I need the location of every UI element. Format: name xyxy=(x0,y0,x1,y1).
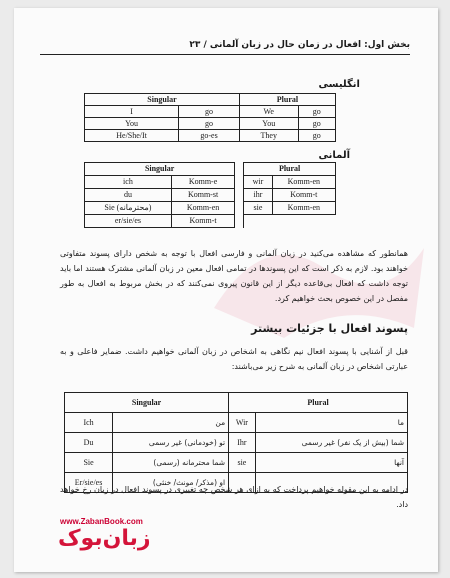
table-cell: You xyxy=(85,118,179,130)
table-cell: They xyxy=(239,130,298,142)
publisher-logo: زبان‌بوک xyxy=(58,526,151,551)
table-cell: Komm-e xyxy=(171,176,234,189)
table-cell: Ihr xyxy=(229,433,256,453)
german-label: آلمانی xyxy=(318,150,350,161)
table-row xyxy=(85,130,336,142)
table-cell: آنها xyxy=(255,453,407,473)
table-cell: Komm-en xyxy=(272,176,335,189)
table-row xyxy=(85,176,336,189)
table-cell: du xyxy=(85,189,172,202)
table-cell: شما (بیش از یک نفر) غیر رسمی xyxy=(255,433,407,453)
table-cell: ihr xyxy=(244,189,272,202)
table-cell: او (مذکر/ مونث/ خنثی) xyxy=(113,473,229,493)
section-heading: پسوند افعال با جزئیات بیشتر xyxy=(251,322,408,335)
paragraph-intro: همانطور که مشاهده می‌کنید در زبان آلمانی و فارسی افعال با توجه به شخص دارای پسوند متفاوتی خواهند بود. لازم به ذکر است که این پسوندها در تمامی افعال معین در زبان آلمانی مشترک هستند اما باید توجه داشت که افعال بی‌قاعده دیگر از این قانون پیروی نمی‌کنند که در بخش مربوط به افعال به طور مفصل در این خصوص بحث خواهیم کرد. xyxy=(60,249,408,303)
pronoun-table xyxy=(64,392,408,493)
table-cell: sie xyxy=(244,202,272,215)
table-row xyxy=(65,433,408,453)
table-row xyxy=(85,215,336,228)
table-cell: من xyxy=(113,413,229,433)
table-row xyxy=(85,202,336,215)
table-cell: Komm-st xyxy=(171,189,234,202)
table-cell: go-es xyxy=(179,130,240,142)
table-cell: You xyxy=(239,118,298,130)
table-cell: go xyxy=(298,106,336,118)
table-cell: I xyxy=(85,106,179,118)
table-header: Singular xyxy=(85,163,235,176)
table-cell: Wir xyxy=(229,413,256,433)
table-cell: go xyxy=(179,106,240,118)
paragraph-pronouns: قبل از آشنایی با پسوند افعال نیم نگاهی به اشخاص در زبان آلمانی خواهیم داشت. ضمایر فاعلی و به عبارتی اشخاص در زبان آلمانی به شرح زیر می‌باشند: xyxy=(60,347,408,371)
table-header: Plural xyxy=(229,393,408,413)
english-label: انگلیسی xyxy=(318,79,360,90)
table-row xyxy=(65,453,408,473)
table-cell: go xyxy=(179,118,240,130)
table-cell: go xyxy=(298,130,336,142)
english-conjugation-table xyxy=(84,93,336,142)
table-cell: sie xyxy=(229,453,256,473)
table-cell: Komm-en xyxy=(272,202,335,215)
table-header: Singular xyxy=(85,94,240,106)
table-cell: Sie xyxy=(65,453,113,473)
table-cell: er/sie/es xyxy=(85,215,172,228)
page-header: بخش اول: افعال در زمان حال در زبان آلمانی / ۲۳ xyxy=(40,40,410,55)
table-header: Plural xyxy=(244,163,336,176)
table-cell: ما xyxy=(255,413,407,433)
table-cell: Komm-t xyxy=(171,215,234,228)
table-cell: Du xyxy=(65,433,113,453)
table-cell: تو (خودمانی) غیر رسمی xyxy=(113,433,229,453)
table-header: Plural xyxy=(239,94,335,106)
table-row xyxy=(85,106,336,118)
table-row xyxy=(85,189,336,202)
table-cell: wir xyxy=(244,176,272,189)
table-cell: شما محترمانه (رسمی) xyxy=(113,453,229,473)
table-cell: Er/sie/es xyxy=(65,473,113,493)
table-cell: Komm-t xyxy=(272,189,335,202)
table-header: Singular xyxy=(65,393,229,413)
table-cell: go xyxy=(298,118,336,130)
table-cell: He/She/It xyxy=(85,130,179,142)
table-row xyxy=(65,413,408,433)
table-row xyxy=(85,118,336,130)
table-cell: Sie (محترمانه) xyxy=(85,202,172,215)
table-cell: Ich xyxy=(65,413,113,433)
table-cell: ich xyxy=(85,176,172,189)
table-cell: We xyxy=(239,106,298,118)
publisher-url: www.ZabanBook.com xyxy=(60,517,143,526)
table-cell: Komm-en xyxy=(171,202,234,215)
german-conjugation-table xyxy=(84,162,336,228)
paragraph-closing: در ادامه به این مقوله خواهیم پرداخت که به ازای هر شخص چه تغییری در پسوند افعال در زبان رخ خواهد داد. xyxy=(60,485,408,509)
